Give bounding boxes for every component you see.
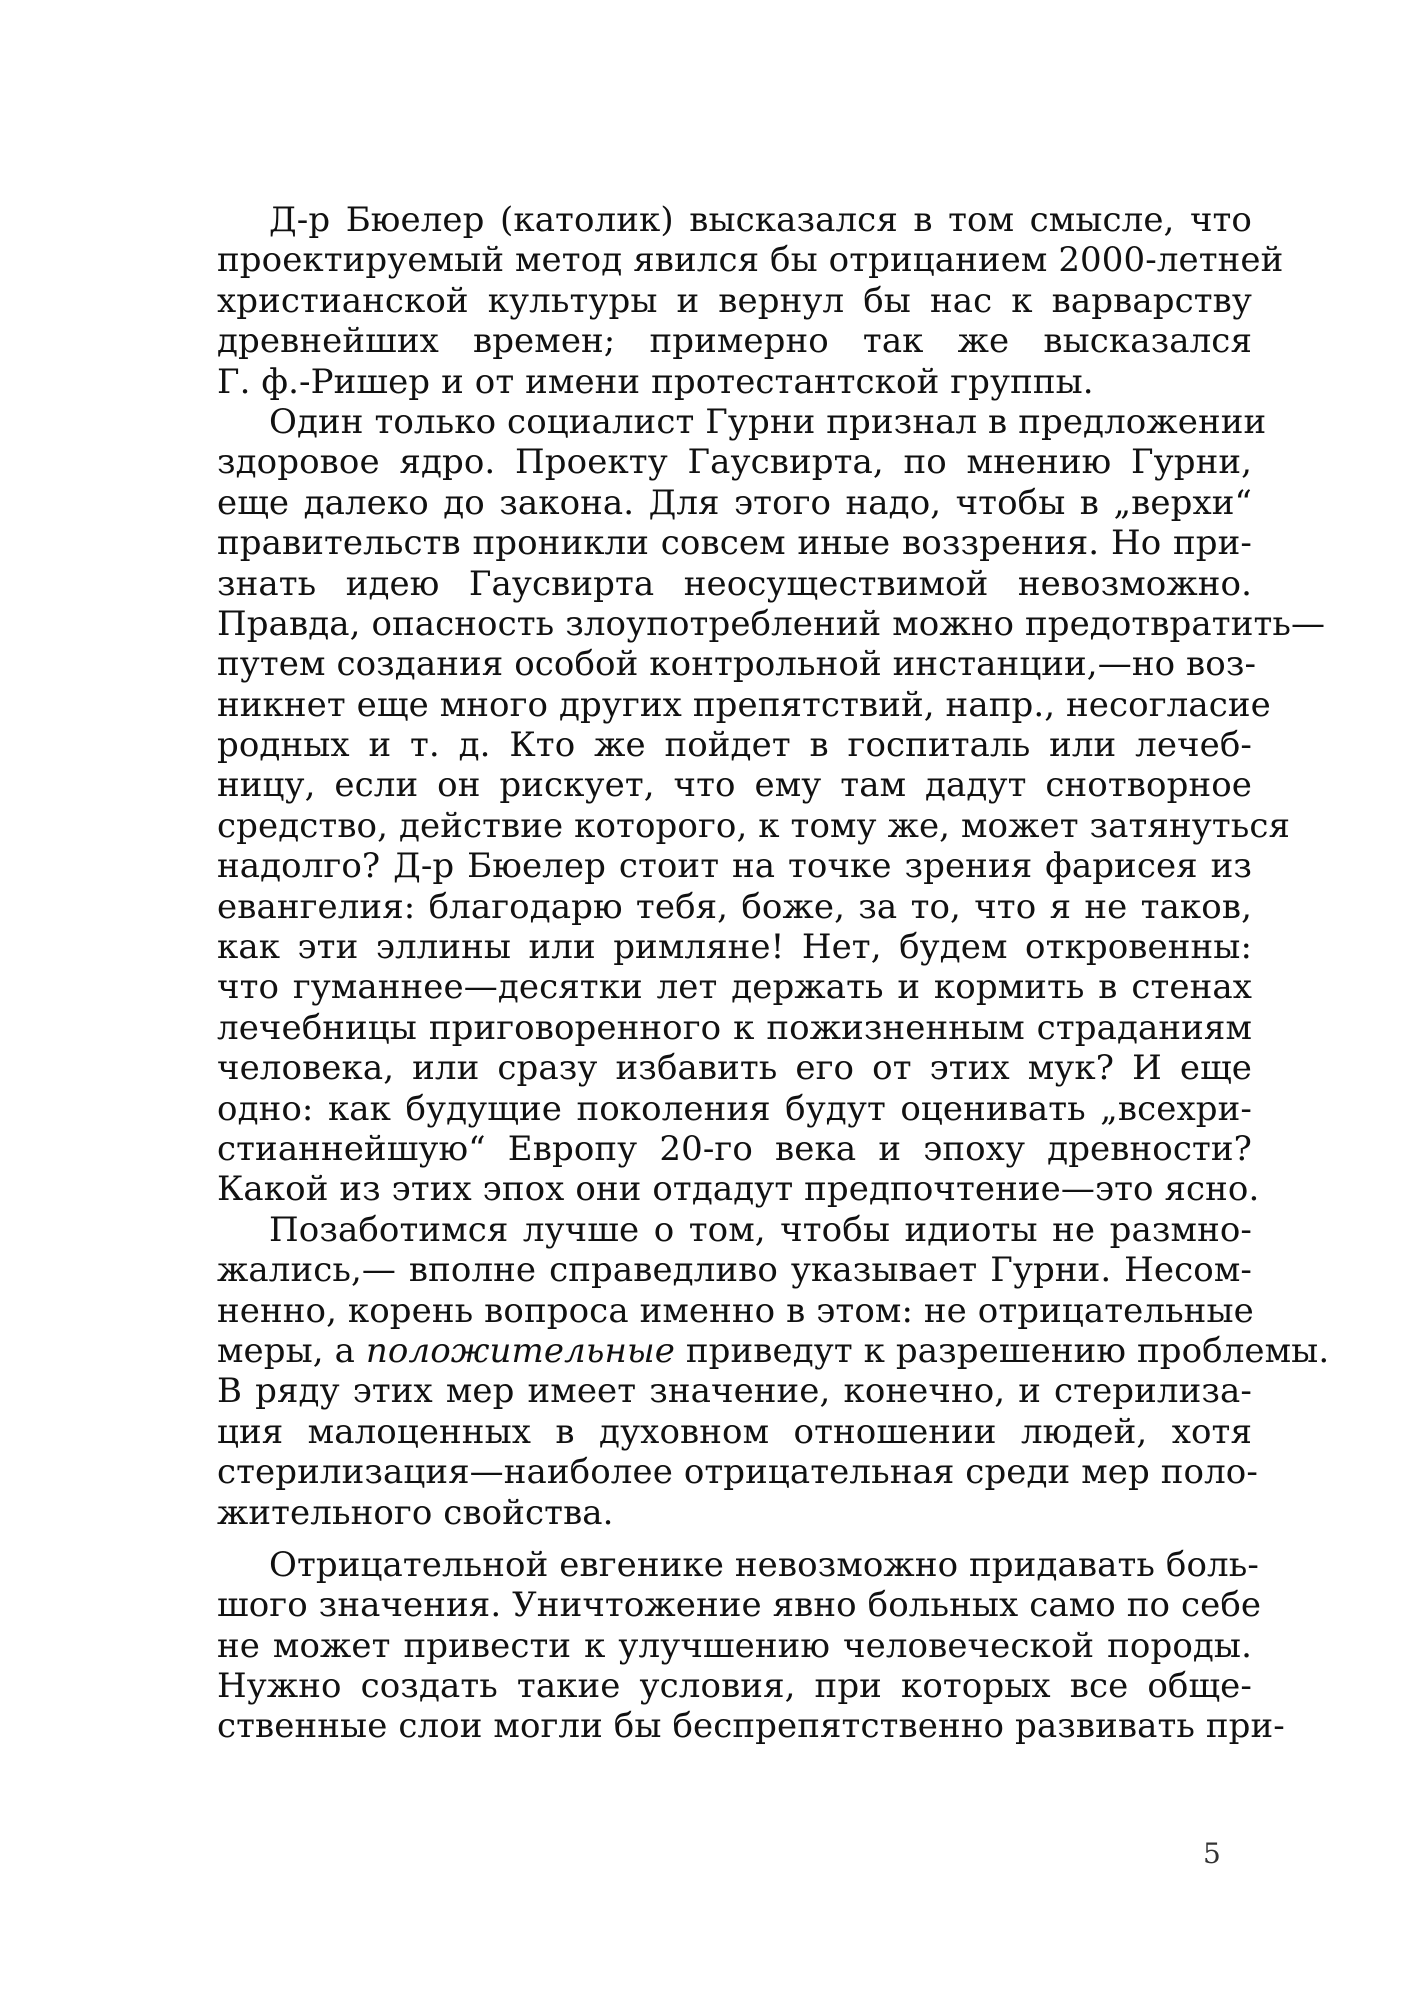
text-line: Позаботимся лучше о том, чтобы идиоты не размно-	[269, 1209, 1252, 1250]
text-line: ственные слои могли бы беспрепятственно развивать при-	[217, 1706, 1285, 1747]
paragraph-3	[217, 1209, 1330, 1533]
text-line: человека, или сразу избавить его от этих мук? И еще	[217, 1048, 1252, 1089]
page-number: 5	[1203, 1837, 1221, 1870]
text-line: Правда, опасность злоупотреблений можно предотвратить—	[217, 603, 1326, 644]
text-line: стианнейшую“ Европу 20-го века и эпоху древности?	[217, 1128, 1252, 1169]
text-line: ницу, если он рискует, что ему там дадут снотворное	[217, 765, 1252, 806]
paragraph-gap	[217, 1533, 1252, 1545]
text-line: никнет еще много других препятствий, напр., несогласие	[217, 684, 1271, 725]
text-line: знать идею Гаусвирта неосуществимой невозможно.	[217, 563, 1252, 604]
text-line: Г. ф.-Ришер и от имени протестантской группы.	[217, 361, 1094, 402]
text-line: родных и т. д. Кто же пойдет в госпиталь или лечеб-	[217, 725, 1252, 766]
line-suffix: приведут к разрешению проблемы.	[674, 1330, 1330, 1371]
text-line: евангелия: благодарю тебя, боже, за то, что я не таков,	[217, 886, 1252, 927]
text-line: Отрицательной евгенике невозможно придавать боль-	[269, 1544, 1259, 1585]
text-line: лечебницы приговоренного к пожизненным страданиям	[217, 1007, 1252, 1048]
text-line: стерилизация—наиболее отрицательная среди мер поло-	[217, 1452, 1258, 1493]
text-line: как эти эллины или римляне! Нет, будем откровенны:	[217, 927, 1252, 968]
text-line: Один только социалист Гурни признал в предложении	[269, 401, 1267, 442]
text-line: шого значения. Уничтожение явно больных само по себе	[217, 1585, 1262, 1626]
text-line: что гуманнее—десятки лет держать и кормить в стенах	[217, 967, 1252, 1008]
paragraph-1	[217, 200, 1284, 402]
text-line: здоровое ядро. Проекту Гаусвирта, по мнению Гурни,	[217, 442, 1252, 483]
text-line: правительств проникли совсем иные воззрения. Но при-	[217, 523, 1252, 564]
text-line: путем создания особой контрольной инстанции,—но воз-	[217, 644, 1257, 685]
text-line: Какой из этих эпох они отдадут предпочтение—это ясно.	[217, 1169, 1260, 1210]
text-line: жались,— вполне справедливо указывает Гурни. Несом-	[217, 1250, 1252, 1291]
line-prefix: меры, а	[217, 1330, 366, 1371]
text-line: В ряду этих мер имеет значение, конечно, и стерилиза-	[217, 1371, 1252, 1412]
text-line: Нужно создать такие условия, при которых все обще-	[217, 1666, 1252, 1707]
text-line: не может привести к улучшению человеческой породы.	[217, 1625, 1252, 1666]
paragraph-4	[217, 1544, 1285, 1747]
italic-emphasis: положительные	[365, 1330, 675, 1371]
text-line: проектируемый метод явился бы отрицанием 2000-летней	[217, 240, 1284, 281]
text-line: Д-р Бюелер (католик) высказался в том смысле, что	[269, 200, 1252, 240]
text-line: еще далеко до закона. Для этого надо, чтобы в „верхи“	[217, 482, 1252, 523]
text-line: надолго? Д-р Бюелер стоит на точке зрения фарисея из	[217, 846, 1252, 887]
text-line: ненно, корень вопроса именно в этом: не отрицательные	[217, 1290, 1254, 1331]
text-line: христианской культуры и вернул бы нас к варварству	[217, 280, 1252, 321]
paragraph-2	[217, 401, 1326, 1210]
text-line: ция малоценных в духовном отношении людей, хотя	[217, 1411, 1252, 1452]
text-line: древнейших времен; примерно так же высказался	[217, 321, 1252, 362]
text-line: жительного свойства.	[217, 1492, 614, 1533]
text-line: одно: как будущие поколения будут оценивать „всехри-	[217, 1088, 1252, 1129]
body-text	[217, 200, 1330, 1747]
text-line-with-italic	[217, 1330, 1330, 1371]
text-line: средство, действие которого, к тому же, может затянуться	[217, 805, 1291, 846]
